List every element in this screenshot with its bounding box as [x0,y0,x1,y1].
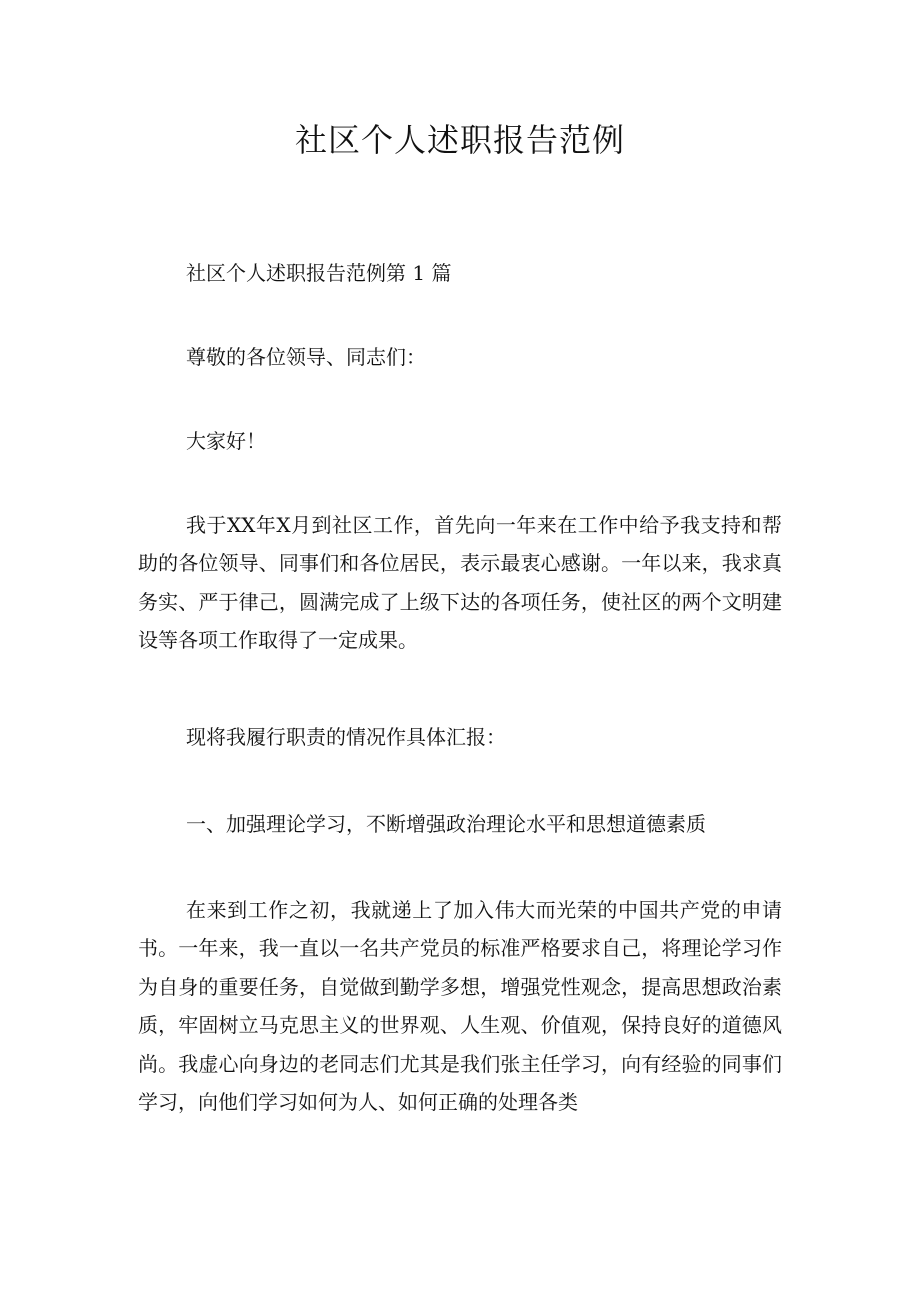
report-intro-line: 现将我履行职责的情况作具体汇报： [186,725,506,749]
greeting-line: 大家好！ [186,429,266,453]
section-heading: 一、加强理论学习，不断增强政治理论水平和思想道德素质 [186,812,706,836]
document-title: 社区个人述职报告范例 [294,121,625,159]
intro-paragraph: 我于XX年X月到社区工作，首先向一年来在工作中给予我支持和帮助的各位领导、同事们和各位居民，表示最衷心感谢。一年以来，我求真务实、严于律己，圆满完成了上级下达的各项任务，使社区的两个文明建设等各项工作取得了一定成果。 [138,513,782,653]
report-subtitle: 社区个人述职报告范例第 1 篇 [186,261,452,285]
salutation: 尊敬的各位领导、同志们： [186,345,426,369]
section-body-paragraph: 在来到工作之初，我就递上了加入伟大而光荣的中国共产党的申请书。一年来，我一直以一名共产党员的标准严格要求自己，将理论学习作为自身的重要任务，自觉做到勤学多想，增强党性观念，提高思想政治素质，牢固树立马克思主义的世界观、人生观、价值观，保持良好的道德风尚。我虚心向身边的老同志们尤其是我们张主任学习，向有经验的同事们学习，向他们学习如何为人、如何正确的处理各类 [138,898,782,1115]
